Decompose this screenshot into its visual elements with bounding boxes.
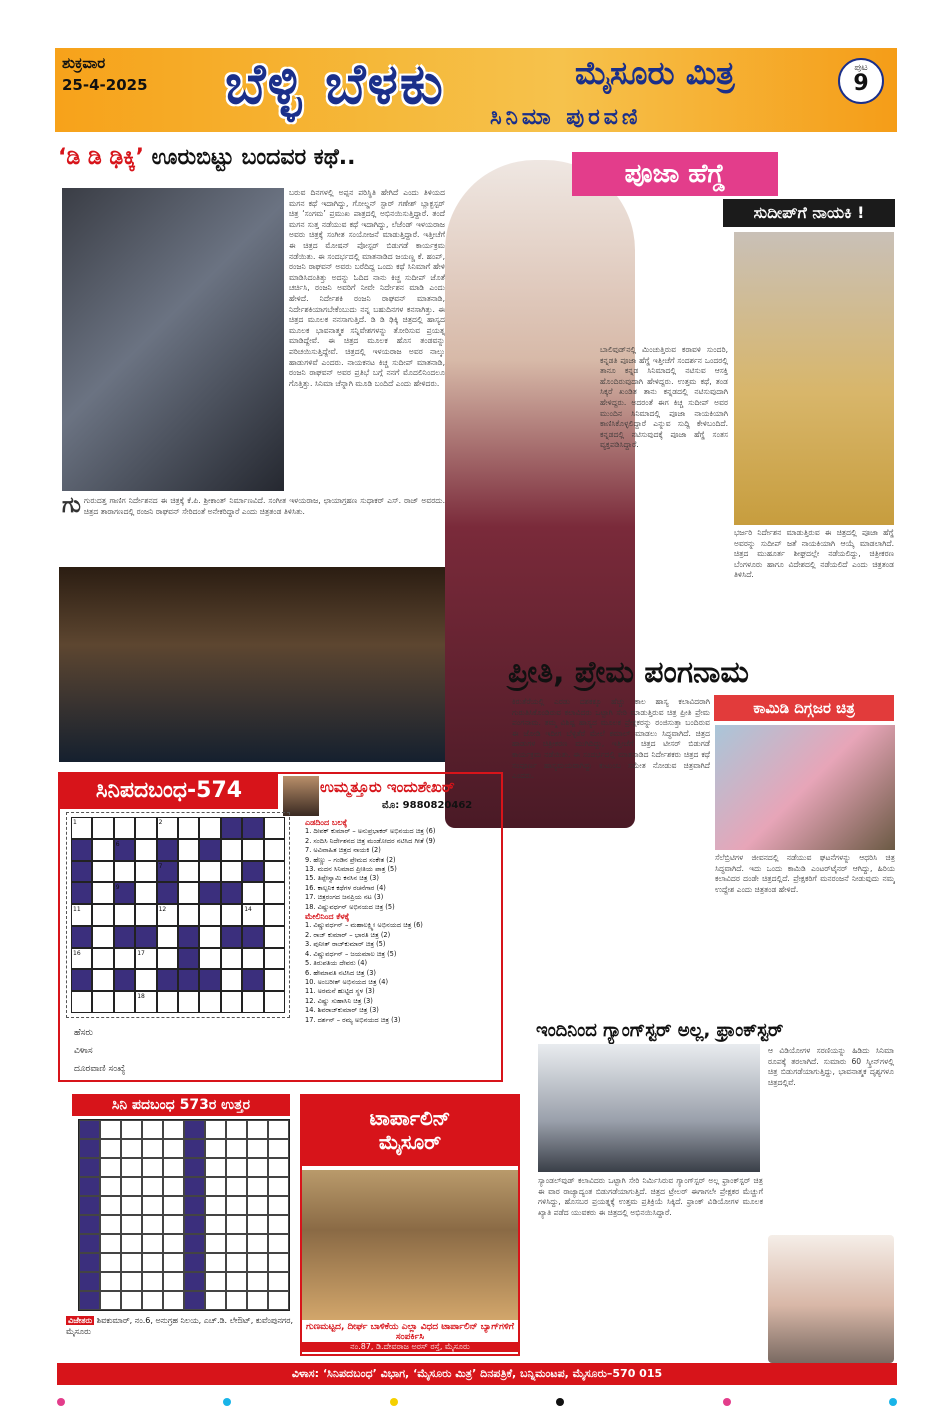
answer-cell xyxy=(121,1120,142,1139)
answer-cell xyxy=(205,1120,226,1139)
grid-cell xyxy=(71,839,92,861)
answer-cell xyxy=(205,1272,226,1291)
story1-body-column: ಬರುವ ದಿನಗಳಲ್ಲಿ ಅಪ್ಪನ ಪರಿಸ್ಥಿತಿ ಹೇಗಿದೆ ಎಂದು ತಿಳಿಯದ ಮಗನ ಕಥೆ ಇದಾಗಿದ್ದು, ಗೋಲ್ಡನ್ ಸ್ಟಾರ್ ಗಣೇಶ್ ಬ್ಲಾಕ್ಬಸ್ಟರ್ ಚಿತ್ರ ‘ಸಂಗಮ’ ಪ್ರಮುಖ ಪಾತ್ರದಲ್ಲಿ ಅಭಿನಯಿಸುತ್ತಿದ್ದಾರೆ. ತಂದೆ ಮಗನ ಸುತ್ತ ನಡೆಯುವ ಕಥೆ ಇದಾಗಿದ್ದು, ಲೆಜೆಂಡ್ ಇಳಯರಾಜ ಅವರು ಚಿತ್ರಕ್ಕೆ ಸಂಗೀತ ಸಂಯೋಜನೆ ಮಾಡುತ್ತಿದ್ದಾರೆ. ಇತ್ತೀಚೆಗೆ ಈ ಚಿತ್ರದ ಮೋಷನ್ ಪೋಸ್ಟರ್ ಬಿಡುಗಡೆ ಕಾರ್ಯಕ್ರಮ ನಡೆಯಿತು. ಈ ಸಂದರ್ಭದಲ್ಲಿ ಮಾತನಾಡಿದ ಜಯಣ್ಣ ಕೆ. ಹಂಪ್, ರಂಜನಿ ರಾಘವನ್ ಅವರು ಬರೆದಿದ್ದ ಒಂದು ಕಥೆ ಸಿನಿಮಾಗೆ ಹೇಳಿ ಮಾಡಿಸಿದಂತಿತ್ತು ಅದನ್ನು ಓದಿದ ನಾನು ಕಿಚ್ಚ ಸುದೀಪ್ ಜೊತೆ ಚರ್ಚಿಸಿ, ರಂಜನಿ ಅವರಿಗೆ ನೀವೇ ನಿರ್ದೇಶನ ಮಾಡಿ ಎಂದು ಹೇಳಿದೆ. ನಿರ್ದೇಶಕಿ ರಂಜನಿ ರಾಘವನ್ ಮಾತನಾಡಿ, ನಿರ್ದೇಶಕಿಯಾಗಬೇಕೆಂಬುದು ನನ್ನ ಬಹುದಿನಗಳ ಕನಸಾಗಿತ್ತು. ಈ ಚಿತ್ರದ ಮೂಲಕ ನನಸಾಗುತ್ತಿದೆ. ಡಿ ಡಿ ಢಿಕ್ಕಿ ಚಿತ್ರದಲ್ಲಿ ಹಾಸ್ಯದ ಮೂಲಕ ಭಾವನಾತ್ಮಕ ಸನ್ನಿವೇಶಗಳನ್ನು ತೋರಿಸುವ ಪ್ರಯತ್ನ ಮಾಡಿದ್ದೇವೆ. ಈ ಚಿತ್ರದ ಮೂಲಕ ಹೊಸ ತಂಡವನ್ನು ಪರಿಚಯಿಸುತ್ತಿದ್ದೇವೆ. ಚಿತ್ರದಲ್ಲಿ ಇಳಯರಾಜ ಅವರ ನಾಲ್ಕು ಹಾಡುಗಳಿವೆ ಎಂದರು. ನಾಯಕನಟ ಕಿಚ್ಚ ಸುದೀಪ್ ಮಾತನಾಡಿ, ರಂಜನಿ ರಾಘವನ್ ಅವರ ಪ್ರತಿಭೆ ಬಗ್ಗೆ ನನಗೆ ಮೊದಲಿನಿಂದಲೂ ಗೊತ್ತಿತ್ತು. ಸಿನಿಮಾ ಚೆನ್ನಾಗಿ ಮೂಡಿ ಬಂದಿದೆ ಎಂದು ಹೇಳಿದರು. xyxy=(289,188,445,388)
answer-cell xyxy=(205,1139,226,1158)
issue-date: 25-4-2025 xyxy=(62,76,148,94)
answer-cell xyxy=(163,1291,184,1310)
grid-cell xyxy=(242,991,263,1013)
answer-cell xyxy=(121,1253,142,1272)
grid-cell xyxy=(114,948,135,970)
answer-cell xyxy=(205,1177,226,1196)
answer-cell xyxy=(100,1291,121,1310)
pooja-body-column: ಬಾಲಿವುಡ್‌ನಲ್ಲಿ ಮಿಂಚುತ್ತಿರುವ ಕರಾವಳಿ ಸುಂದರಿ, ಕನ್ನಡತಿ ಪೂಜಾ ಹೆಗ್ಡೆ ಇತ್ತೀಚೆಗೆ ಸಂದರ್ಶನ ಒಂದರಲ್ಲಿ ತಾನೂ ಕನ್ನಡ ಸಿನಿಮಾದಲ್ಲಿ ನಟಿಸುವ ಆಸಕ್ತಿ ಹೊಂದಿರುವುದಾಗಿ ಹೇಳಿದ್ದರು. ಉತ್ತಮ ಕಥೆ, ತಂಡ ಸಿಕ್ಕರೆ ಖಂಡಿತ ತಾನು ಕನ್ನಡದಲ್ಲಿ ನಟಿಸುವುದಾಗಿ ಹೇಳಿದ್ದರು. ಅದರಂತೆ ಈಗ ಕಿಚ್ಚ ಸುದೀಪ್ ಅವರ ಮುಂದಿನ ಸಿನಿಮಾದಲ್ಲಿ ಪೂಜಾ ನಾಯಕಿಯಾಗಿ ಕಾಣಿಸಿಕೊಳ್ಳಲಿದ್ದಾರೆ ಎನ್ನುವ ಸುದ್ದಿ ಕೇಳಿಬಂದಿದೆ. ಕನ್ನಡದಲ್ಲಿ ನಟಿಸುವುದಕ್ಕೆ ಪೂಜಾ ಹೆಗ್ಡೆ ಸಂತಸ ವ್ಯಕ್ತಪಡಿಸಿದ್ದಾರೆ. xyxy=(600,345,728,450)
answer-cell xyxy=(79,1253,100,1272)
answer-cell xyxy=(226,1234,247,1253)
answer-cell xyxy=(100,1120,121,1139)
preeti-photo xyxy=(715,725,895,850)
grid-cell xyxy=(178,904,199,926)
answer-cell xyxy=(142,1196,163,1215)
grid-cell: 2 xyxy=(157,817,178,839)
clue-item: 9. ಹೆಣ್ಣು – ಗಂಡಿನ ಪ್ರೇಮದ ಸಂಕೇತ (2) xyxy=(305,855,396,864)
supplement-subtitle: ಸಿನಿಮಾ ಪುರವಣಿ xyxy=(490,105,642,130)
answer-cell xyxy=(268,1272,289,1291)
grid-cell xyxy=(264,861,285,883)
grid-cell xyxy=(242,882,263,904)
gangster-team-photo xyxy=(538,1044,760,1172)
clue-item: 5. ತಿರುಪತಿಯ ದೇವರು (4) xyxy=(305,959,368,968)
answer-cell xyxy=(247,1196,268,1215)
grid-cell xyxy=(199,882,220,904)
answer-cell xyxy=(100,1253,121,1272)
answer-cell xyxy=(226,1253,247,1272)
answer-cell xyxy=(226,1158,247,1177)
grid-cell: 14 xyxy=(242,904,263,926)
story1-body-footer-text: ಗುರುದತ್ತ ಗಾಣಿಗ ನಿರ್ದೇಶನದ ಈ ಚಿತ್ರಕ್ಕೆ ಕೆ.ಪಿ. ಶ್ರೀಕಾಂತ್ ನಿರ್ಮಾಣವಿದೆ. ಸಂಗೀತ ಇಳಯರಾಜ, ಛಾಯಾಗ್ರಹಣ ಸುಧಾಕರ್ ಎಸ್. ರಾಜ್ ಅವರದು. ಚಿತ್ರದ ತಾರಾಗಣದಲ್ಲಿ ರಂಜನಿ ರಾಘವನ್ ಸೇರಿದಂತೆ ಅನೇಕರಿದ್ದಾರೆ ಎಂದು ಚಿತ್ರತಂಡ ತಿಳಿಸಿತು. xyxy=(83,496,445,516)
answer-cell xyxy=(268,1234,289,1253)
address-footer: ವಿಳಾಸ: ‘ಸಿನಿಪದಬಂಧ’ ವಿಭಾಗ, ‘ಮೈಸೂರು ಮಿತ್ರ’ ದಿನಪತ್ರಿಕೆ, ಬನ್ನಿಮಂಟಪ, ಮೈಸೂರು–570 015 xyxy=(57,1363,897,1385)
grid-cell xyxy=(178,882,199,904)
pooja-headline: ಪೂಜಾ ಹೆಗ್ಡೆ xyxy=(572,152,778,196)
story1-event-photo xyxy=(59,567,501,762)
grid-cell xyxy=(178,948,199,970)
answer-cell xyxy=(142,1234,163,1253)
answer-cell xyxy=(100,1215,121,1234)
answer-cell xyxy=(142,1272,163,1291)
grid-cell xyxy=(157,839,178,861)
grid-cell xyxy=(178,839,199,861)
grid-cell xyxy=(114,991,135,1013)
grid-cell xyxy=(199,991,220,1013)
grid-cell xyxy=(92,948,113,970)
grid-cell xyxy=(135,882,156,904)
story1-photo xyxy=(62,188,284,491)
grid-cell xyxy=(199,926,220,948)
answer-cell xyxy=(79,1215,100,1234)
ad-text: ಗುಣಮಟ್ಟದ, ದೀರ್ಘ ಬಾಳಿಕೆಯ ಎಲ್ಲಾ ವಿಧದ ಟಾರ್ಪಾಲಿನ್ ಬ್ಯಾಗ್‌ಗಳಿಗೆ ಸಂಪರ್ಕಿಸಿ xyxy=(305,1322,515,1342)
answer-cell xyxy=(163,1177,184,1196)
grid-cell xyxy=(242,839,263,861)
grid-cell xyxy=(71,882,92,904)
answer-cell xyxy=(184,1120,205,1139)
answer-cell xyxy=(184,1177,205,1196)
pooja-body-right: ಭರ್ಜರಿ ನಿರ್ದೇಶನ ಮಾಡುತ್ತಿರುವ ಈ ಚಿತ್ರದಲ್ಲಿ ಪೂಜಾ ಹೆಗ್ಡೆ ಅವರನ್ನು ಸುದೀಪ್ ಜತೆ ನಾಯಕಿಯಾಗಿ ಆಯ್ಕೆ ಮಾಡಲಾಗಿದೆ. ಚಿತ್ರದ ಮುಹೂರ್ತ ಶೀಘ್ರದಲ್ಲೇ ನಡೆಯಲಿದ್ದು, ಚಿತ್ರೀಕರಣ ಬೆಂಗಳೂರು ಹಾಗೂ ವಿದೇಶದಲ್ಲಿ ನಡೆಯಲಿದೆ ಎಂದು ಚಿತ್ರತಂಡ ತಿಳಿಸಿದೆ. xyxy=(734,528,894,580)
pooja-hegde-photo xyxy=(734,232,894,525)
grid-cell xyxy=(178,861,199,883)
grid-cell xyxy=(92,817,113,839)
answer-cell xyxy=(142,1158,163,1177)
color-dot xyxy=(390,1398,398,1406)
dropcap: ಗು xyxy=(62,496,81,518)
winner-text: ಶಿವಕುಮಾರ್, ನಂ.6, ಅನುಗ್ರಹ ನಿಲಯ, ಎಚ್.ಡಿ. ಲೇಔಟ್, ಕುವೆಂಪುನಗರ, ಮೈಸೂರು xyxy=(66,1316,293,1336)
entry-form xyxy=(74,1024,296,1078)
grid-cell xyxy=(199,948,220,970)
answer-cell xyxy=(142,1215,163,1234)
answer-cell xyxy=(121,1272,142,1291)
newspaper-name: ಮೈಸೂರು ಮಿತ್ರ xyxy=(575,54,735,92)
grid-cell: 7 xyxy=(157,861,178,883)
answer-cell xyxy=(268,1139,289,1158)
answer-cell xyxy=(163,1158,184,1177)
grid-cell: 18 xyxy=(135,991,156,1013)
answer-cell xyxy=(121,1139,142,1158)
answer-cell xyxy=(121,1177,142,1196)
answer-cell xyxy=(184,1196,205,1215)
crossword-clues xyxy=(305,818,501,1025)
answer-cell xyxy=(247,1139,268,1158)
grid-cell xyxy=(242,969,263,991)
answer-cell xyxy=(268,1291,289,1310)
clue-item: 16. ಕಾಲ್ಪನಿಕ ಕಥೆಗಳ ರಚನೆಗಾರ (4) xyxy=(305,883,386,892)
clue-item: 1. ದೀಪಕ್ ಕುಮಾರ್ – ಅನುಪ್ರಭಾಕರ್ ಅಭಿನಯದ ಚಿತ್ರ (6) xyxy=(305,827,436,836)
grid-cell xyxy=(178,969,199,991)
answer-cell xyxy=(247,1272,268,1291)
clue-item: 12. ವಿಷ್ಣು ಸುಹಾಸಿನಿ ಚಿತ್ರ (3) xyxy=(305,996,373,1005)
grid-cell xyxy=(157,882,178,904)
color-dot xyxy=(889,1398,897,1406)
clue-item: 3. ಪುನೀತ್ ರಾಜ್‌ಕುಮಾರ್ ಚಿತ್ರ (5) xyxy=(305,940,386,949)
entry-address-label: ವಿಳಾಸ xyxy=(74,1046,93,1056)
clue-item: 2. ಸಂದಿಸಿ ನಿರ್ದೇಶನದ ಚಿತ್ರ ಮಂಡೋದರ ನಟಿಸಿದ ಗೀತೆ (9) xyxy=(305,836,436,845)
grid-cell xyxy=(157,969,178,991)
answer-cell xyxy=(268,1253,289,1272)
grid-cell xyxy=(92,991,113,1013)
answer-cell xyxy=(100,1196,121,1215)
grid-cell xyxy=(178,926,199,948)
answer-cell xyxy=(100,1177,121,1196)
answer-cell xyxy=(268,1215,289,1234)
grid-cell xyxy=(242,926,263,948)
answer-cell xyxy=(226,1196,247,1215)
answer-cell xyxy=(205,1158,226,1177)
grid-cell xyxy=(157,926,178,948)
grid-cell xyxy=(221,948,242,970)
color-dot xyxy=(223,1398,231,1406)
grid-cell xyxy=(92,839,113,861)
answer-cell xyxy=(163,1272,184,1291)
grid-cell: 17 xyxy=(135,948,156,970)
grid-cell xyxy=(264,926,285,948)
grid-cell xyxy=(114,817,135,839)
grid-cell xyxy=(114,861,135,883)
answer-cell xyxy=(205,1291,226,1310)
answer-cell xyxy=(142,1177,163,1196)
crossword-title: ಸಿನಿಪದಬಂಧ-574 xyxy=(60,773,278,809)
answer-cell xyxy=(184,1291,205,1310)
story1-headline-text: ಊರುಬಿಟ್ಟು ಬಂದವರ ಕಥೆ.. xyxy=(151,145,356,170)
answer-cell xyxy=(205,1196,226,1215)
answer-grid xyxy=(78,1119,290,1311)
answer-cell xyxy=(205,1253,226,1272)
grid-cell xyxy=(135,839,156,861)
grid-cell xyxy=(92,861,113,883)
grid-cell xyxy=(264,904,285,926)
answer-cell xyxy=(184,1139,205,1158)
grid-cell: 16 xyxy=(71,948,92,970)
answer-cell xyxy=(226,1139,247,1158)
answer-cell xyxy=(226,1177,247,1196)
answer-cell xyxy=(268,1196,289,1215)
clue-item: 14. ಶಿವರಾಜ್‌ಕುಮಾರ್ ಚಿತ್ರ (3) xyxy=(305,1006,379,1015)
winner-block xyxy=(66,1315,302,1337)
answer-cell xyxy=(184,1253,205,1272)
preeti-headline: ಪ್ರೀತಿ, ಪ್ರೇಮ ಪಂಗನಾಮ xyxy=(508,655,749,690)
gangster-actress-photo xyxy=(768,1235,894,1363)
answer-cell xyxy=(205,1234,226,1253)
clue-item: 17. ದರ್ಶನ್ – ರಮ್ಯ ಅಭಿನಯದ ಚಿತ್ರ (3) xyxy=(305,1015,401,1024)
answer-cell xyxy=(142,1253,163,1272)
clue-item: 6. ಹೇಮಾವತಿ ನಟಿಸಿದ ಚಿತ್ರ (3) xyxy=(305,968,377,977)
answer-cell xyxy=(226,1120,247,1139)
ad-address: ನಂ.87, ಡಿ.ದೇವರಾಜ ಅರಸ್ ರಸ್ತೆ, ಮೈಸೂರು xyxy=(302,1342,518,1352)
answer-cell xyxy=(247,1158,268,1177)
grid-cell xyxy=(114,969,135,991)
down-clue-list xyxy=(305,921,501,1024)
answer-cell xyxy=(163,1215,184,1234)
grid-cell xyxy=(71,926,92,948)
answer-cell xyxy=(121,1158,142,1177)
answer-cell xyxy=(247,1215,268,1234)
grid-cell xyxy=(114,904,135,926)
clue-item: 1. ವಿಷ್ಣುವರ್ಧನ್ – ಮಹಾಲಕ್ಷ್ಮೀ ಅಭಿನಯದ ಚಿತ್ರ (6) xyxy=(305,921,423,930)
grid-cell xyxy=(178,991,199,1013)
answer-cell xyxy=(100,1139,121,1158)
grid-cell xyxy=(221,904,242,926)
grid-cell xyxy=(92,882,113,904)
entry-name-label: ಹೆಸರು xyxy=(74,1028,93,1038)
answer-cell xyxy=(247,1253,268,1272)
grid-cell xyxy=(71,991,92,1013)
grid-cell xyxy=(157,991,178,1013)
answer-cell xyxy=(100,1272,121,1291)
grid-cell xyxy=(264,948,285,970)
entry-phone-label: ದೂರವಾಣಿ ಸಂಖ್ಯೆ xyxy=(74,1064,126,1074)
clue-item: 18. ವಿಷ್ಣುವರ್ಧನ್ ಅಭಿನಯದ ಚಿತ್ರ (5) xyxy=(305,902,395,911)
answer-cell xyxy=(121,1291,142,1310)
clue-item: 13. ಮದನ ಸಿನಿಮಾದ ಪ್ರೀತಿಯ ಪಾತ್ರ (5) xyxy=(305,865,397,874)
grid-cell xyxy=(221,882,242,904)
grid-cell: 1 xyxy=(71,817,92,839)
answer-cell xyxy=(142,1139,163,1158)
clue-item: 2. ರಾಜ್ ಕುಮಾರ್ – ಭಾರತಿ ಚಿತ್ರ (2) xyxy=(305,930,391,939)
answer-cell xyxy=(226,1215,247,1234)
answer-cell xyxy=(79,1291,100,1310)
grid-cell: 6 xyxy=(114,839,135,861)
answer-cell xyxy=(79,1234,100,1253)
answer-cell xyxy=(79,1158,100,1177)
answer-cell xyxy=(247,1120,268,1139)
answer-cell xyxy=(247,1177,268,1196)
grid-cell xyxy=(242,948,263,970)
grid-cell xyxy=(135,926,156,948)
ad-shop-photo xyxy=(302,1170,518,1320)
grid-cell xyxy=(221,991,242,1013)
pooja-subheadline: ಸುದೀಪ್‌ಗೆ ನಾಯಕಿ ! xyxy=(723,199,895,227)
gangster-body-right: ಆ ವಿಡಿಯೋಗಳ ಸರಣಿಯನ್ನು ಹಿಡಿದು ಸಿನಿಮಾ ರೂಪಕ್ಕೆ ತರಲಾಗಿದೆ. ಸುಮಾರು 60 ಸ್ಕ್ರೀನ್‌ಗಳಲ್ಲಿ ಚಿತ್ರ ಬಿಡುಗಡೆಯಾಗುತ್ತಿದ್ದು, ಭಾವನಾತ್ಮಕ ದೃಶ್ಯಗಳೂ ಚಿತ್ರದಲ್ಲಿವೆ. xyxy=(768,1046,894,1087)
answer-cell xyxy=(121,1196,142,1215)
across-clue-list xyxy=(305,827,501,912)
answer-title: ಸಿನಿ ಪದಬಂಧ 573ರ ಉತ್ತರ xyxy=(72,1094,290,1116)
grid-cell xyxy=(264,991,285,1013)
clue-item: 15. ತಿಪ್ಪೇಸ್ವಾಮಿ ಕನಸಿನ ಚಿತ್ರ (3) xyxy=(305,874,379,883)
page-number-badge xyxy=(838,58,884,104)
preeti-body-column: ಕಿರುತೆರೆಯಲ್ಲಿ ಎರಡು ದಶಕಕ್ಕೂ ಹೆಚ್ಚು ಕಾಲ ಹಾಸ್ಯ ಕಲಾವಿದರಾಗಿ ಗುರುತಿಸಿಕೊಂಡಿರುವ ಕಲಾವಿದರು ಒಟ್ಟಾಗಿ ಸೇರಿ ಮಾಡುತ್ತಿರುವ ಚಿತ್ರ ಪ್ರೀತಿ ಪ್ರೇಮ ಪಂಗನಾಮ. ತಮ್ಮ ವಿಶಿಷ್ಟ ಹಾಸ್ಯದ ಮೂಲಕ ಪ್ರೇಕ್ಷಕರನ್ನು ರಂಜಿಸುತ್ತಾ ಬಂದಿರುವ ಈ ಜೋಡಿ ಇದೀಗ ಬೆಳ್ಳಿತೆರೆ ಮೇಲೆ ಕಮಾಲ್ ಮಾಡಲು ಸಿದ್ಧವಾಗಿದೆ. ಚಿತ್ರದ ಹಾಡುಗಳ ಚಿತ್ರೀಕರಣ ಮುಗಿದಿದ್ದು, ಇತ್ತೀಚೆಗೆ ಚಿತ್ರದ ಟೀಸರ್ ಬಿಡುಗಡೆ ಕಾರ್ಯಕ್ರಮ ನಡೆಯಿತು. ಈ ಸಂದರ್ಭದಲ್ಲಿ ಮಾತನಾಡಿದ ನಿರ್ದೇಶಕರು ಚಿತ್ರದ ಕಥೆ ಸಂಪೂರ್ಣ ಹಾಸ್ಯಮಯವಾಗಿದ್ದು ಕುಟುಂಬ ಸಮೇತ ನೋಡುವ ಚಿತ್ರವಾಗಿದೆ ಎಂದರು. xyxy=(512,697,710,781)
gangster-body-column: ಸ್ಯಾಂಡಲ್‌ವುಡ್ ಕಲಾವಿದರು ಒಟ್ಟಾಗಿ ಸೇರಿ ನಿರ್ಮಿಸಿರುವ ಗ್ಯಾಂಗ್‌ಸ್ಟರ್ ಅಲ್ಲ ಫ್ರಾಂಕ್‌ಸ್ಟರ್ ಚಿತ್ರ ಈ ವಾರ ರಾಜ್ಯಾದ್ಯಂತ ಬಿಡುಗಡೆಯಾಗುತ್ತಿದೆ. ಚಿತ್ರದ ಟ್ರೇಲರ್ ಈಗಾಗಲೇ ಪ್ರೇಕ್ಷಕರ ಮೆಚ್ಚುಗೆ ಗಳಿಸಿದ್ದು, ಹೊಸಬರ ಪ್ರಯತ್ನಕ್ಕೆ ಉತ್ತಮ ಪ್ರತಿಕ್ರಿಯೆ ಸಿಕ್ಕಿದೆ. ಫ್ರಾಂಕ್ ವಿಡಿಯೋಗಳ ಮೂಲಕ ಖ್ಯಾತಿ ಪಡೆದ ಯುವಕರು ಈ ಚಿತ್ರದಲ್ಲಿ ಅಭಿನಯಿಸಿದ್ದಾರೆ. xyxy=(538,1176,763,1217)
winner-label: ವಿಜೇತರು xyxy=(68,1316,93,1325)
answer-cell xyxy=(100,1234,121,1253)
answer-cell xyxy=(163,1139,184,1158)
grid-cell xyxy=(221,861,242,883)
grid-cell xyxy=(178,817,199,839)
grid-cell xyxy=(92,969,113,991)
color-dot xyxy=(723,1398,731,1406)
grid-cell xyxy=(135,861,156,883)
answer-cell xyxy=(142,1291,163,1310)
grid-cell: 12 xyxy=(157,904,178,926)
grid-cell xyxy=(242,861,263,883)
issue-day: ಶುಕ್ರವಾರ xyxy=(62,54,106,72)
story1-body-footer xyxy=(62,496,445,560)
grid-cell xyxy=(135,969,156,991)
ad-title-line1: ಟಾರ್ಪಾಲಿನ್ xyxy=(369,1106,451,1130)
answer-cell xyxy=(247,1234,268,1253)
grid-cell xyxy=(199,861,220,883)
clue-item: 7. ಅವಿವಾಹಿತ ಚಿತ್ರದ ನಾಯಕಿ (2) xyxy=(305,846,381,855)
answer-cell xyxy=(268,1177,289,1196)
answer-cell xyxy=(163,1234,184,1253)
clue-item: 17. ಚಿತ್ರರಂಗದ ಜನಪ್ರಿಯ ನಟ (3) xyxy=(305,893,384,902)
story1-headline-film: ‘ಡಿ ಡಿ ಢಿಕ್ಕಿ’ xyxy=(58,145,144,170)
clue-item: 11. ಅರಮನೆ ಹುಟ್ಟಿದ ಸ್ಥಳ (3) xyxy=(305,987,375,996)
answer-cell xyxy=(268,1158,289,1177)
grid-cell xyxy=(264,817,285,839)
gangster-headline: ಇಂದಿನಿಂದ ಗ್ಯಾಂಗ್‌ಸ್ಟರ್ ಅಲ್ಲ, ಫ್ರಾಂಕ್‌ಸ್ಟರ್ xyxy=(536,1020,784,1041)
supplement-title: ಬೆಳ್ಳಿ ಬೆಳಕು xyxy=(225,52,445,117)
answer-cell xyxy=(163,1196,184,1215)
answer-cell xyxy=(100,1158,121,1177)
answer-cell xyxy=(163,1120,184,1139)
answer-cell xyxy=(79,1177,100,1196)
answer-cell xyxy=(79,1196,100,1215)
answer-cell xyxy=(205,1215,226,1234)
grid-cell: 11 xyxy=(71,904,92,926)
masthead-banner xyxy=(55,48,897,132)
answer-cell xyxy=(268,1120,289,1139)
across-heading: ಎಡದಿಂದ ಬಲಕ್ಕೆ xyxy=(305,818,348,827)
down-heading: ಮೇಲಿನಿಂದ ಕೆಳಕ್ಕೆ xyxy=(305,912,350,922)
grid-cell xyxy=(92,904,113,926)
grid-cell xyxy=(221,969,242,991)
grid-cell xyxy=(71,861,92,883)
grid-cell xyxy=(71,969,92,991)
grid-cell xyxy=(199,839,220,861)
answer-cell xyxy=(121,1215,142,1234)
grid-cell xyxy=(199,817,220,839)
grid-cell xyxy=(114,926,135,948)
grid-cell: 9 xyxy=(114,882,135,904)
grid-cell xyxy=(264,969,285,991)
answer-cell xyxy=(79,1139,100,1158)
clue-item: 4. ವಿಷ್ಣುವರ್ಧನ್ – ಜಯಮಾಲ ಚಿತ್ರ (5) xyxy=(305,949,397,958)
grid-cell xyxy=(157,948,178,970)
crossword-phone: ಮೊ: 9880820462 xyxy=(382,800,473,811)
crossword-grid xyxy=(66,812,290,1018)
grid-cell xyxy=(242,817,263,839)
preeti-body-right: ಸೆಲೆಬ್ರಿಟಿಗಳ ಜೀವನದಲ್ಲಿ ನಡೆಯುವ ಘಟನೆಗಳನ್ನು ಆಧರಿಸಿ ಚಿತ್ರ ಸಿದ್ಧವಾಗಿದೆ. ಇದು ಒಂದು ಕಾಮಿಡಿ ಎಂಟರ್‌ಟೈನರ್ ಆಗಿದ್ದು, ಹಿರಿಯ ಕಲಾವಿದರ ದಂಡೇ ಚಿತ್ರದಲ್ಲಿದೆ. ಪ್ರೇಕ್ಷಕರಿಗೆ ಮನರಂಜನೆ ನೀಡುವುದು ನಮ್ಮ ಉದ್ದೇಶ ಎಂದು ಚಿತ್ರತಂಡ ಹೇಳಿದೆ. xyxy=(715,853,895,894)
ad-title-line2: ಮೈಸೂರ್ xyxy=(378,1130,442,1154)
answer-cell xyxy=(121,1234,142,1253)
answer-cell xyxy=(247,1291,268,1310)
author-photo xyxy=(283,776,319,816)
answer-cell xyxy=(184,1234,205,1253)
grid-cell xyxy=(221,926,242,948)
color-dot xyxy=(57,1398,65,1406)
grid-cell xyxy=(135,817,156,839)
grid-cell xyxy=(199,904,220,926)
crossword-author: ಉಮ್ಮತ್ತೂರು ಇಂದುಶೇಖರ್ xyxy=(320,778,455,796)
grid-cell xyxy=(264,882,285,904)
answer-cell xyxy=(226,1272,247,1291)
clue-item: 10. ಅಂಬರೀಶ್ ಅಭಿನಯದ ಚಿತ್ರ (4) xyxy=(305,977,389,986)
answer-cell xyxy=(142,1120,163,1139)
page-label: ಪುಟ xyxy=(854,63,868,73)
story1-headline xyxy=(58,145,356,170)
answer-cell xyxy=(226,1291,247,1310)
grid-cell xyxy=(199,969,220,991)
answer-cell xyxy=(184,1215,205,1234)
grid-cell xyxy=(135,904,156,926)
ad-title xyxy=(302,1096,518,1166)
answer-cell xyxy=(163,1253,184,1272)
answer-cell xyxy=(79,1120,100,1139)
page-number: 9 xyxy=(853,71,869,96)
answer-cell xyxy=(184,1272,205,1291)
grid-cell xyxy=(264,839,285,861)
grid-cell xyxy=(92,926,113,948)
answer-cell xyxy=(184,1158,205,1177)
answer-cell xyxy=(79,1272,100,1291)
grid-cell xyxy=(221,817,242,839)
registration-dots xyxy=(57,1398,897,1408)
grid-cell xyxy=(221,839,242,861)
color-dot xyxy=(556,1398,564,1406)
preeti-tag: ಕಾಮಿಡಿ ದಿಗ್ಗಜರ ಚಿತ್ರ xyxy=(714,695,894,721)
